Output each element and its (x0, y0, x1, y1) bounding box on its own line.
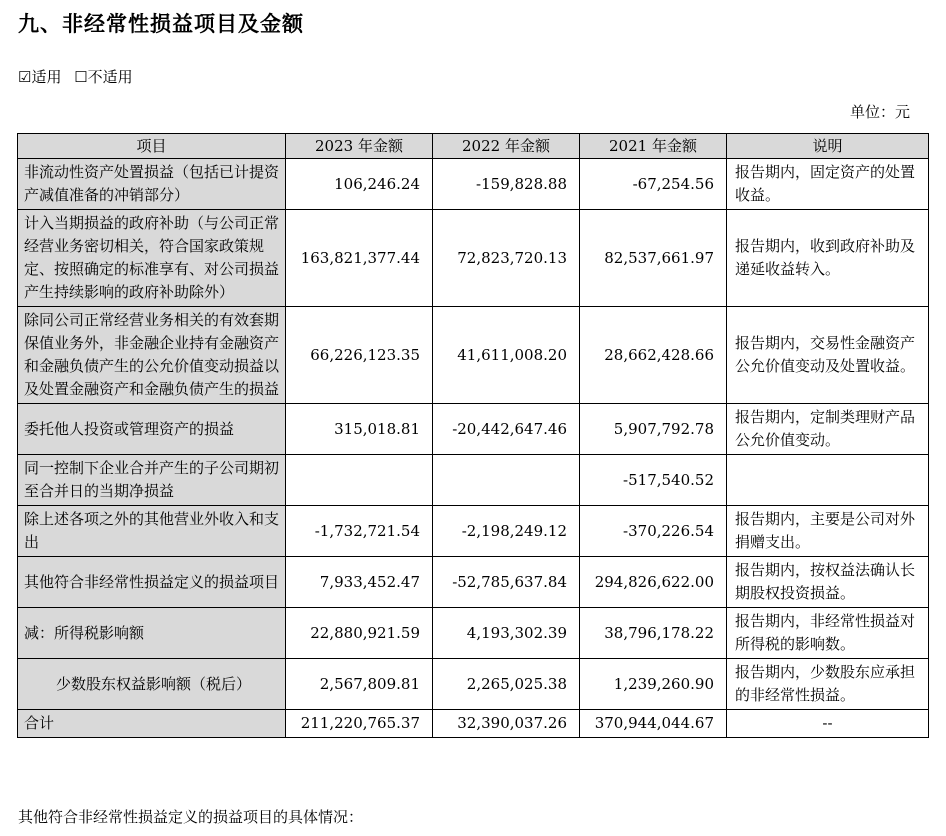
header-item: 项目 (18, 134, 286, 159)
row-2022: 4,193,302.39 (433, 608, 580, 659)
row-2023 (286, 455, 433, 506)
header-note: 说明 (727, 134, 929, 159)
row-item: 其他符合非经常性损益定义的损益项目 (18, 557, 286, 608)
row-item: 除同公司正常经营业务相关的有效套期保值业务外，非金融企业持有金融资产和金融负债产生的公允价值变动损益以及处置金融资产和金融负债产生的损益 (18, 307, 286, 404)
row-2023: 106,246.24 (286, 159, 433, 210)
row-2023: 2,567,809.81 (286, 659, 433, 710)
row-2022: 72,823,720.13 (433, 210, 580, 307)
row-item: 合计 (18, 710, 286, 738)
row-2021: 38,796,178.22 (580, 608, 727, 659)
row-item: 同一控制下企业合并产生的子公司期初至合并日的当期净损益 (18, 455, 286, 506)
row-2022: 2,265,025.38 (433, 659, 580, 710)
table-row (18, 404, 929, 455)
row-2022 (433, 455, 580, 506)
section-title: 九、非经常性损益项目及金额 (18, 12, 304, 36)
table-row (18, 210, 929, 307)
row-2021: -517,540.52 (580, 455, 727, 506)
row-2023: -1,732,721.54 (286, 506, 433, 557)
row-note: 报告期内，少数股东应承担的非经常性损益。 (727, 659, 929, 710)
row-2023: 66,226,123.35 (286, 307, 433, 404)
row-note: 报告期内，定制类理财产品公允价值变动。 (727, 404, 929, 455)
non-recurring-items-table (17, 133, 929, 738)
row-2022: -2,198,249.12 (433, 506, 580, 557)
applicability-options (18, 66, 141, 87)
row-2021: 1,239,260.90 (580, 659, 727, 710)
row-note: 报告期内，主要是公司对外捐赠支出。 (727, 506, 929, 557)
row-2022: -20,442,647.46 (433, 404, 580, 455)
footer-note: 其他符合非经常性损益定义的损益项目的具体情况： (18, 808, 364, 826)
row-2021: -67,254.56 (580, 159, 727, 210)
table-row (18, 159, 929, 210)
row-note: 报告期内，交易性金融资产公允价值变动及处置收益。 (727, 307, 929, 404)
table-row (18, 307, 929, 404)
table-row (18, 659, 929, 710)
row-2022: 41,611,008.20 (433, 307, 580, 404)
row-note (727, 455, 929, 506)
row-2022: 32,390,037.26 (433, 710, 580, 738)
row-2023: 7,933,452.47 (286, 557, 433, 608)
row-2022: -52,785,637.84 (433, 557, 580, 608)
unit-label: 单位：元 (849, 103, 910, 121)
row-note: 报告期内，按权益法确认长期股权投资损益。 (727, 557, 929, 608)
row-item: 委托他人投资或管理资产的损益 (18, 404, 286, 455)
row-2021: 370,944,044.67 (580, 710, 727, 738)
table-row (18, 608, 929, 659)
row-2023: 22,880,921.59 (286, 608, 433, 659)
header-2021: 2021 年金额 (580, 134, 727, 159)
table-row (18, 506, 929, 557)
table-header-row (18, 134, 929, 159)
row-note: 报告期内，收到政府补助及递延收益转入。 (727, 210, 929, 307)
row-note: 报告期内，非经常性损益对所得税的影响数。 (727, 608, 929, 659)
row-2021: 28,662,428.66 (580, 307, 727, 404)
row-2021: 294,826,622.00 (580, 557, 727, 608)
row-2021: 5,907,792.78 (580, 404, 727, 455)
row-item: 除上述各项之外的其他营业外收入和支出 (18, 506, 286, 557)
row-2023: 163,821,377.44 (286, 210, 433, 307)
row-item: 非流动性资产处置损益（包括已计提资产减值准备的冲销部分） (18, 159, 286, 210)
row-2023: 315,018.81 (286, 404, 433, 455)
table-total-row (18, 710, 929, 738)
row-2021: 82,537,661.97 (580, 210, 727, 307)
header-2022: 2022 年金额 (433, 134, 580, 159)
row-2021: -370,226.54 (580, 506, 727, 557)
table-row (18, 557, 929, 608)
applicable-checkbox[interactable]: ☑适用 (18, 68, 62, 86)
row-note: -- (727, 710, 929, 738)
row-item: 计入当期损益的政府补助（与公司正常经营业务密切相关，符合国家政策规定、按照确定的标准享有、对公司损益产生持续影响的政府补助除外） (18, 210, 286, 307)
row-item: 减：所得税影响额 (18, 608, 286, 659)
row-2022: -159,828.88 (433, 159, 580, 210)
row-2023: 211,220,765.37 (286, 710, 433, 738)
row-note: 报告期内，固定资产的处置收益。 (727, 159, 929, 210)
not-applicable-checkbox[interactable]: ☐不适用 (74, 68, 133, 86)
header-2023: 2023 年金额 (286, 134, 433, 159)
row-item: 少数股东权益影响额（税后） (18, 659, 286, 710)
table-row (18, 455, 929, 506)
